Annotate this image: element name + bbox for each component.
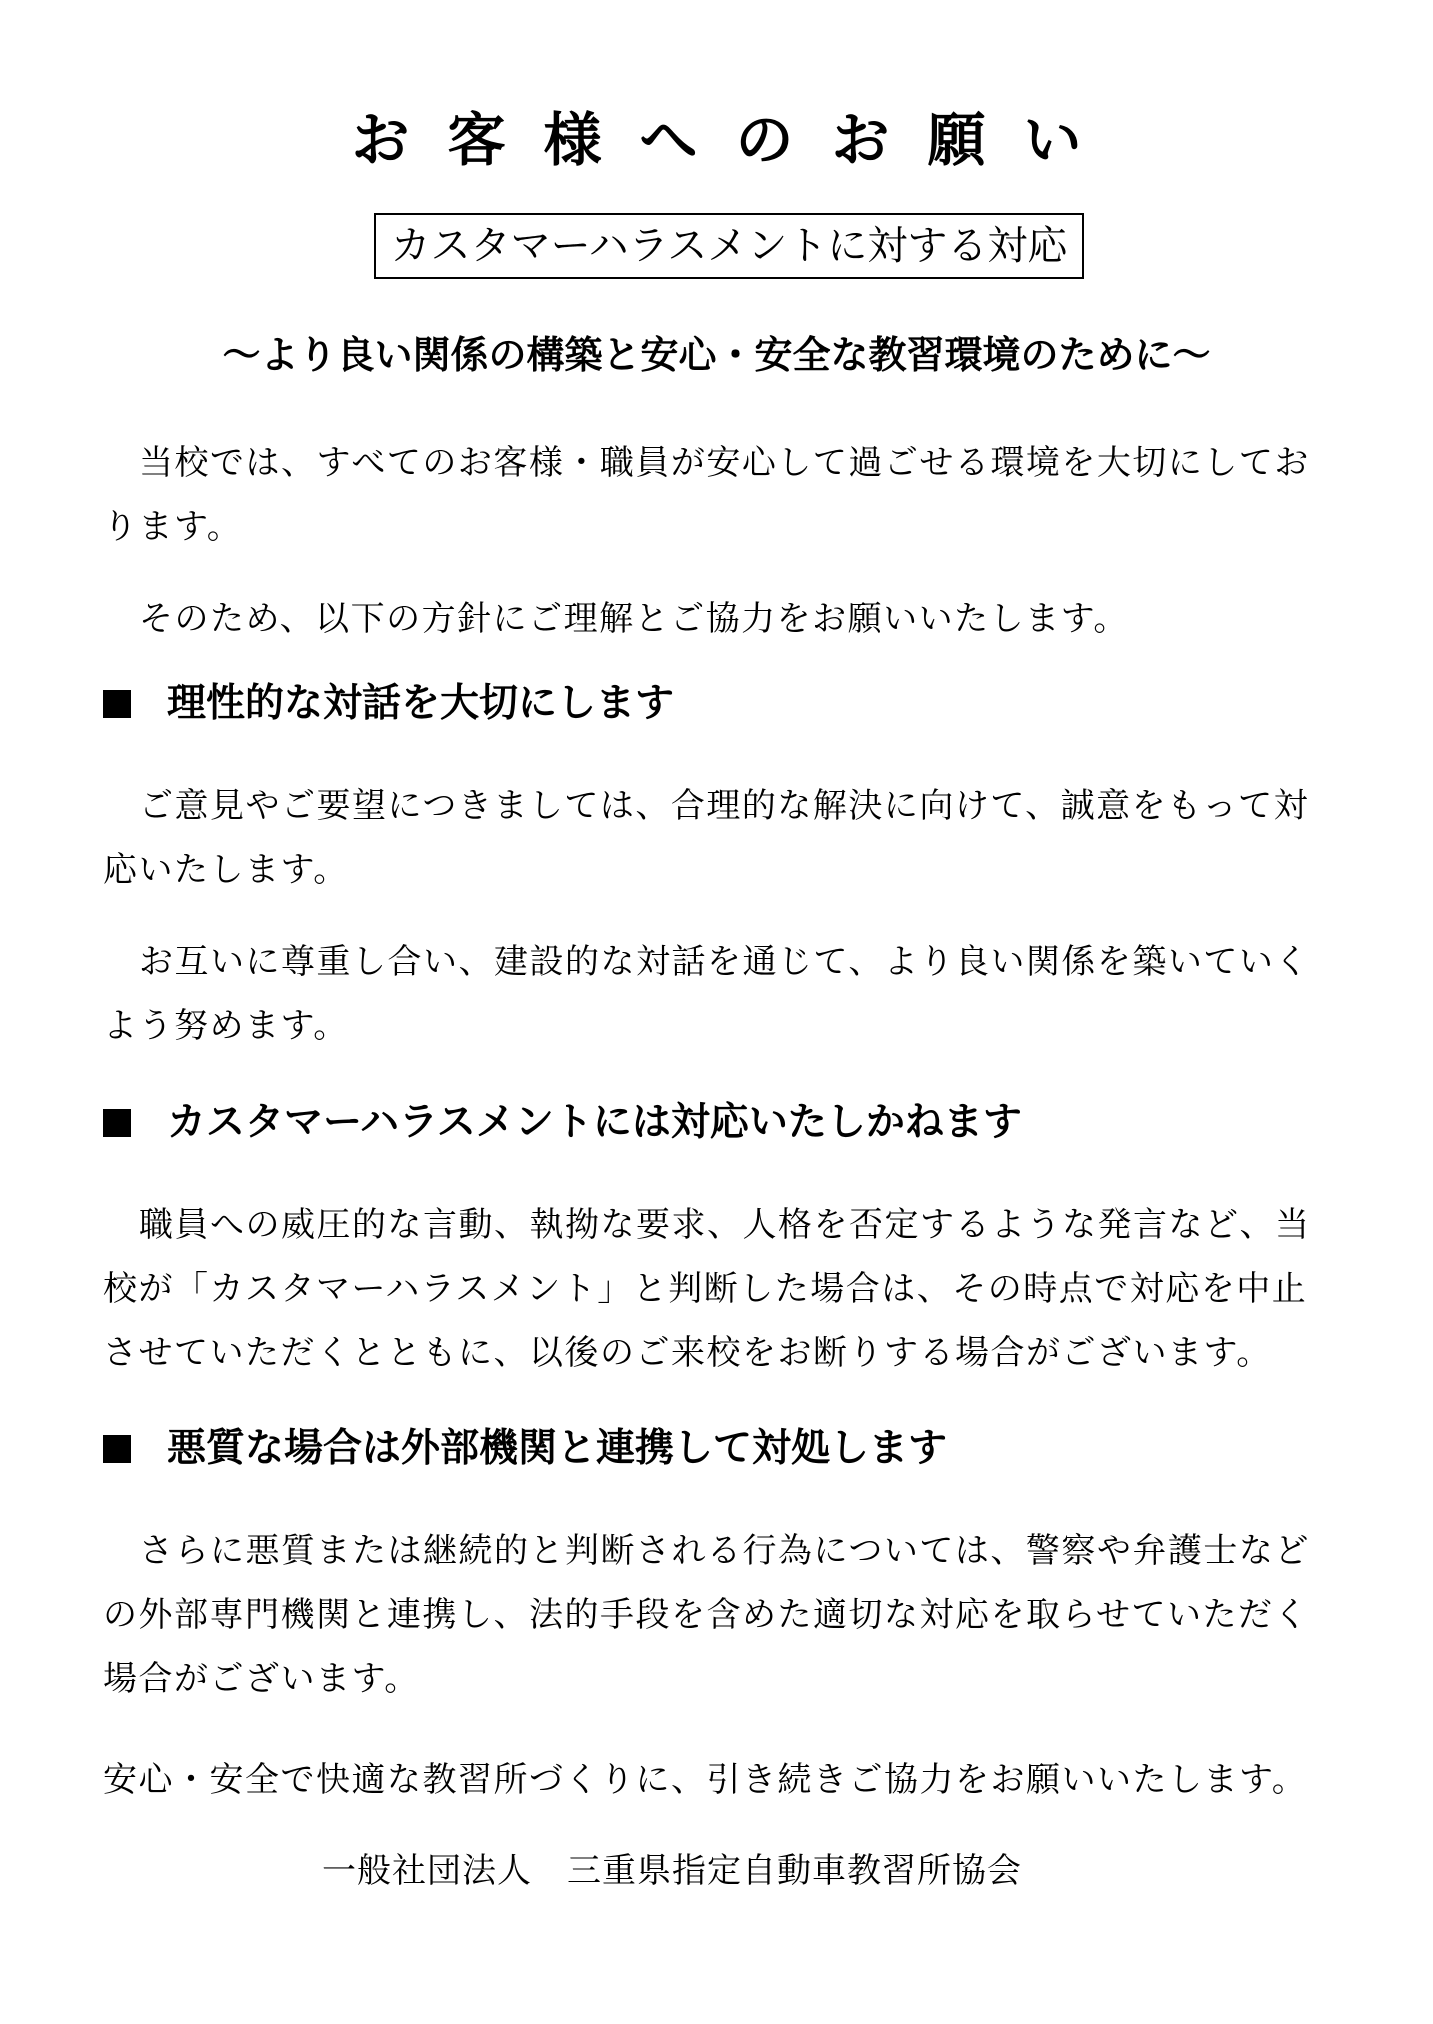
square-bullet-icon [103,1435,131,1463]
section-heading-external [103,1421,1333,1477]
subtitle-box: カスタマーハラスメントに対する対応 [374,213,1084,279]
section-heading-text: 悪質な場合は外部機関と連携して対処します [167,1426,948,1471]
signature: 一般社団法人 三重県指定自動車教習所協会 [322,1851,1022,1891]
section-heading-text: 理性的な対話を大切にします [167,681,675,726]
section-1-paragraph-1: ご意見やご要望につきましては、合理的な解決に向けて、誠意をもって対応いたします。 [103,786,1310,890]
tagline: ～より良い関係の構築と安心・安全な教習環境のために～ [222,333,1211,377]
section-1-paragraph-2: お互いに尊重し合い、建設的な対話を通じて、より良い関係を築いていくよう努めます。 [103,942,1310,1046]
section-3-paragraph-1: さらに悪質または継続的と判断される行為については、警察や弁護士などの外部専門機関と連携し、法的手段を含めた適切な対応を取らせていただく場合がございます。 [103,1531,1310,1699]
square-bullet-icon [103,1109,131,1137]
intro-paragraph-2: そのため、以下の方針にご理解とご協力をお願いいたします。 [139,599,1129,639]
section-heading-harassment [103,1095,1333,1151]
section-heading-text: カスタマーハラスメントには対応いたしかねます [167,1100,1022,1145]
section-heading-dialogue [103,676,1333,732]
closing-paragraph: 安心・安全で快適な教習所づくりに、引き続きご協力をお願いいたします。 [103,1760,1308,1800]
page-title: お客様へのお願い [351,106,1120,174]
square-bullet-icon [103,690,131,718]
section-2-paragraph-1: 職員への威圧的な言動、執拗な要求、人格を否定するような発言など、当校が「カスタマーハラスメント」と判断した場合は、その時点で対応を中止させていただくとともに、以後のご来校をお断りする場合がございます。 [103,1205,1311,1373]
intro-paragraph-1: 当校では、すべてのお客様・職員が安心して過ごせる環境を大切にしております。 [103,443,1310,547]
